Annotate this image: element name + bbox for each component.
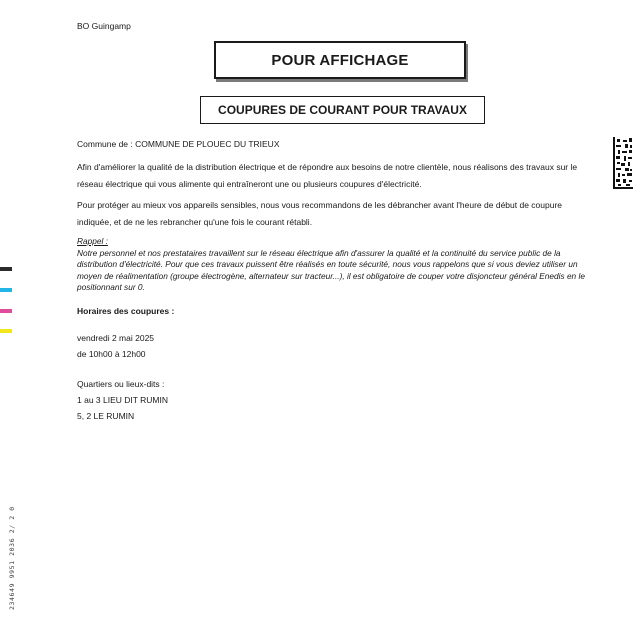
registration-mark-cyan: [0, 288, 12, 292]
registration-mark-yellow: [0, 329, 12, 333]
title-box: [214, 41, 466, 79]
commune-label: Commune de :: [77, 139, 133, 149]
sender-label: BO Guingamp: [77, 21, 131, 31]
commune-line: [77, 139, 279, 149]
quartiers-heading: Quartiers ou lieux-dits :: [77, 379, 165, 389]
location-item: 1 au 3 LIEU DIT RUMIN: [77, 395, 169, 405]
page-subtitle: COUPURES DE COURANT POUR TRAVAUX: [218, 103, 467, 117]
page-title: POUR AFFICHAGE: [271, 52, 409, 69]
commune-name: COMMUNE DE PLOUEC DU TRIEUX: [135, 139, 280, 149]
rappel-block: [77, 236, 597, 294]
location-item: 5, 2 LE RUMIN: [77, 411, 135, 421]
outage-date: vendredi 2 mai 2025: [77, 333, 155, 343]
advice-paragraph: Pour protéger au mieux vos appareils sensibles, nous vous recommandons de les débrancher avant l'heure de début de coupure indiquée, et de ne les rebrancher qu'une fois le courant rétabli.: [77, 200, 563, 227]
horaires-heading: Horaires des coupures :: [77, 306, 175, 316]
registration-mark-magenta: [0, 309, 12, 313]
outage-time: de 10h00 à 12h00: [77, 349, 146, 359]
rappel-text: Notre personnel et nos prestataires travaillent sur le réseau électrique afin d'assurer la qualité et la continuité du service public de la distribution d'électricité. Pour que ces travaux puissent être réalisés en toute sécurité, nous vous rappelons que si vous deviez utiliser un moyen de réalimentation (groupe électrogène, alternateur sur tracteur...), il est obligatoire de couper votre disjoncteur général Enedis en le positionnant sur 0.: [77, 247, 585, 292]
registration-mark-black: [0, 267, 12, 271]
datamatrix-code: [613, 137, 633, 189]
rappel-label: Rappel :: [77, 236, 108, 246]
margin-print-code: 234649 9951 2036 2/ 2 0: [8, 506, 16, 610]
intro-paragraph: Afin d'améliorer la qualité de la distribution électrique et de répondre aux besoins de notre clientèle, nous réalisons des travaux sur le réseau électrique qui vous alimente qui entraîneront une ou plusieurs coupures d'électricité.: [77, 162, 578, 189]
subtitle-box: [200, 96, 485, 124]
